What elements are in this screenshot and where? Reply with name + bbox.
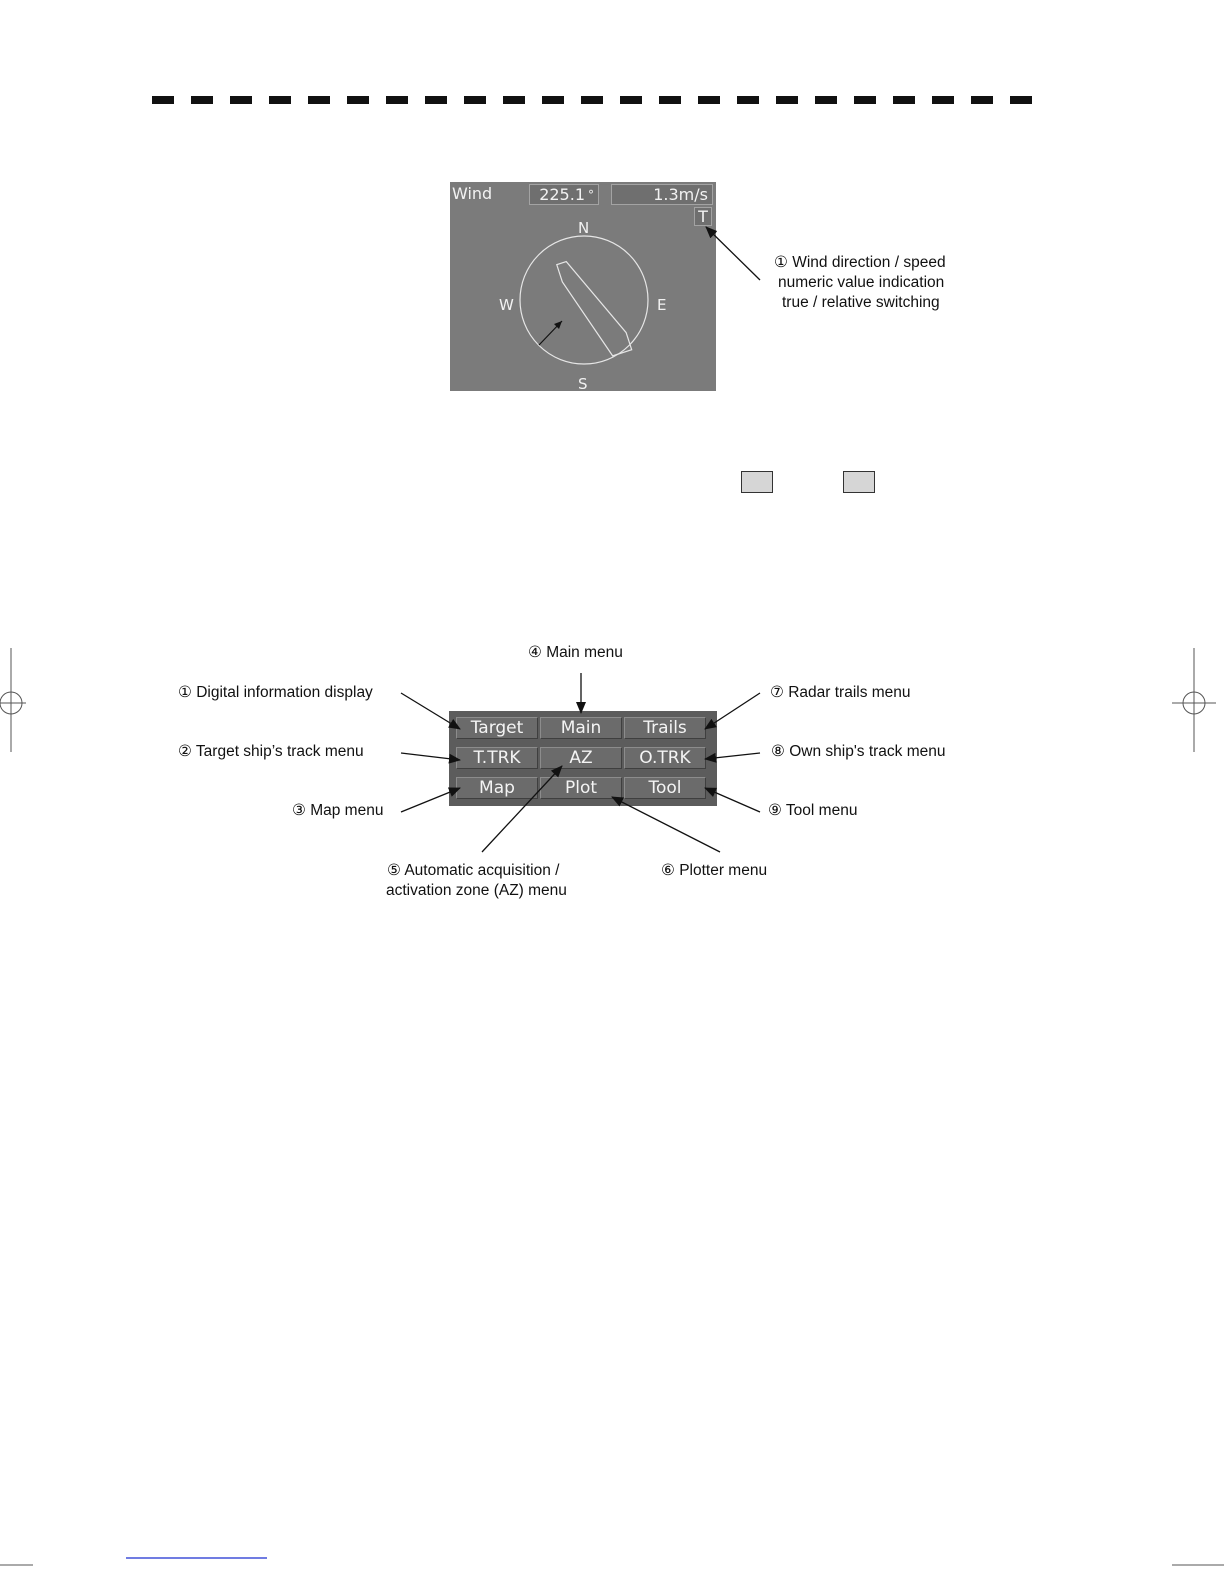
compass-south-label: S bbox=[578, 375, 588, 393]
registration-mark-right bbox=[1172, 648, 1216, 752]
plot-button[interactable]: Plot bbox=[540, 777, 622, 799]
map-button[interactable]: Map bbox=[456, 777, 538, 799]
arrow-map bbox=[401, 788, 460, 812]
wind-callout-line1: ① Wind direction / speed bbox=[774, 254, 946, 271]
o-trk-button[interactable]: O.TRK bbox=[624, 747, 706, 769]
callout-az-line1: ⑤ Automatic acquisition / bbox=[387, 862, 560, 879]
wind-callout-line3: true / relative switching bbox=[782, 294, 940, 311]
wind-label: Wind bbox=[452, 184, 493, 203]
arrow-tool bbox=[705, 788, 760, 812]
degree-symbol: ° bbox=[588, 188, 594, 202]
callout-main-menu: ④ Main menu bbox=[528, 644, 623, 661]
main-button[interactable]: Main bbox=[540, 717, 622, 739]
callout-plotter-menu: ⑥ Plotter menu bbox=[661, 862, 768, 879]
compass-north-label: N bbox=[578, 219, 590, 237]
trails-button[interactable]: Trails bbox=[624, 717, 706, 739]
registration-mark-left bbox=[0, 648, 26, 752]
compass-east-label: E bbox=[657, 296, 667, 314]
callout-target-track: ② Target ship’s track menu bbox=[178, 743, 364, 760]
arrow-trails bbox=[705, 693, 760, 729]
tool-button[interactable]: Tool bbox=[624, 777, 706, 799]
callout-az-line2: activation zone (AZ) menu bbox=[386, 882, 567, 899]
callout-own-track: ⑧ Own ship's track menu bbox=[771, 743, 946, 760]
callout-tool-menu: ⑨ Tool menu bbox=[768, 802, 858, 819]
callout-digital-info: ① Digital information display bbox=[178, 684, 373, 701]
arrow-target bbox=[401, 693, 460, 729]
arrow-wind-toggle bbox=[706, 227, 760, 280]
az-button[interactable]: AZ bbox=[540, 747, 622, 769]
arrow-t-trk bbox=[401, 753, 460, 760]
true-relative-mode-text: T bbox=[698, 207, 708, 226]
callout-radar-trails: ⑦ Radar trails menu bbox=[770, 684, 911, 701]
compass-west-label: W bbox=[499, 296, 514, 314]
wind-callout-line2: numeric value indication bbox=[778, 274, 945, 291]
wind-direction-text: 225.1 bbox=[539, 185, 585, 204]
t-trk-button[interactable]: T.TRK bbox=[456, 747, 538, 769]
wind-speed-text: 1.3m/s bbox=[653, 185, 708, 204]
arrow-o-trk bbox=[705, 753, 760, 759]
arrow-plot bbox=[612, 797, 720, 852]
callout-map-menu: ③ Map menu bbox=[292, 802, 384, 819]
arrow-az bbox=[482, 766, 562, 852]
target-button[interactable]: Target bbox=[456, 717, 538, 739]
